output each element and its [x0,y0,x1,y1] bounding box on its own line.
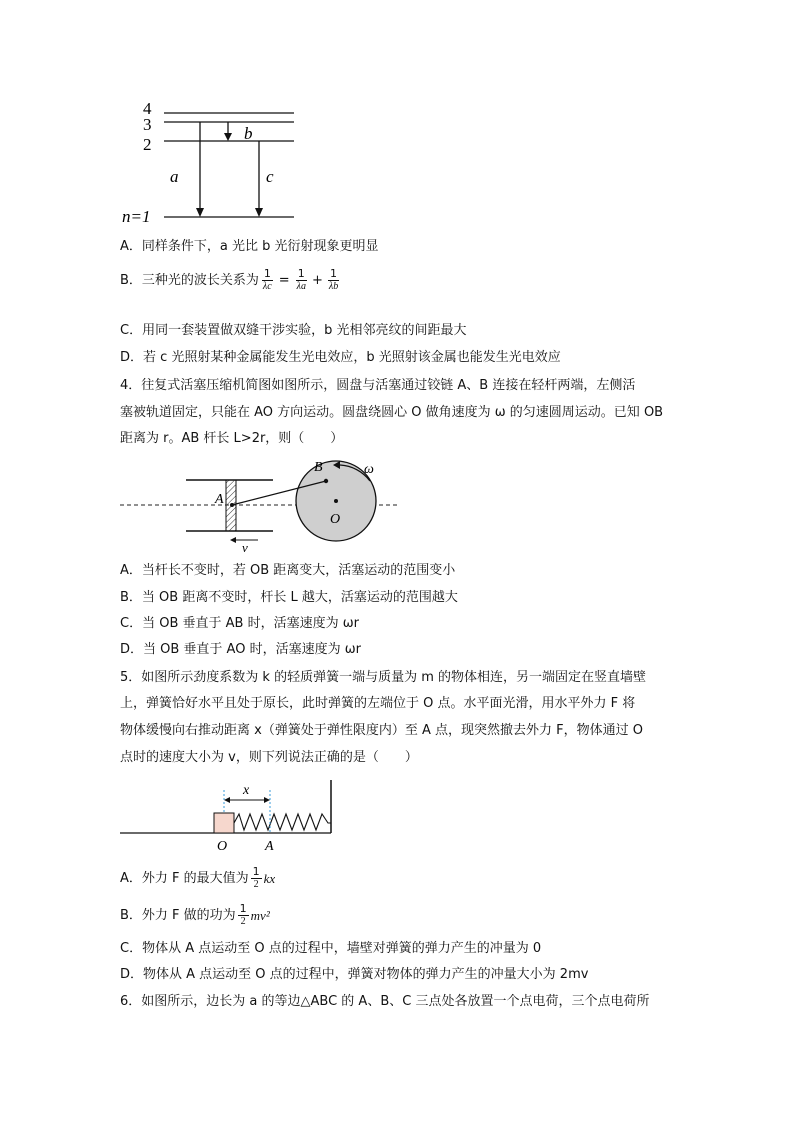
arrow-c-label: c [266,167,274,186]
point-label-o: O [217,839,228,854]
q5-option-a-prefix: A．外力 F 的最大值为 [120,870,249,886]
equals-sign: = [278,272,290,288]
q5-stem-line-3: 物体缓慢向右推动距离 x（弹簧处于弹性限度内）至 A 点，现突然撤去外力 F，物体通过 O [120,723,643,738]
q4-stem-line-1: 4．往复式活塞压缩机简图如图所示，圆盘与活塞通过铰链 A、B 连接在轻杆两端，左侧活 [120,378,636,393]
q4-option-d: D．当 OB 垂直于 AO 时，活塞速度为 ωr [120,642,361,657]
q3-option-c: C．用同一套装置做双缝干涉实验，b 光相邻亮纹的间距最大 [120,323,467,338]
fraction-1-over-lambda-b: $\frac{1}{\lambda b}$ [328,267,339,292]
q5-stem-line-4: 点时的速度大小为 v，则下列说法正确的是（ ） [120,750,418,765]
q6-stem-line-1: 6．如图所示，边长为 a 的等边△ABC 的 A、B、C 三点处各放置一个点电荷，三个点电荷所 [120,994,650,1009]
omega-label: ω [364,462,374,477]
q5-option-b-suffix: mv² [250,907,270,923]
q4-option-b: B．当 OB 距离不变时，杆长 L 越大，活塞运动的范围越大 [120,590,458,605]
center-label-o: O [330,512,341,527]
q5-option-d: D．物体从 A 点运动至 O 点的过程中，弹簧对物体的弹力产生的冲量大小为 2mv [120,967,589,982]
q5-stem-line-1: 5．如图所示劲度系数为 k 的轻质弹簧一端与质量为 m 的物体相连，另一端固定在竖直墙壁 [120,670,646,685]
plus-sign: + [311,272,323,288]
fraction-one-half: $\frac{1}{2}$ [252,865,260,890]
arrow-a-label: a [170,167,179,186]
disk-label-b: B [314,460,323,475]
q4-option-a: A．当杆长不变时，若 OB 距离变大，活塞运动的范围变小 [120,563,456,578]
q3-option-b-prefix: B．三种光的波长关系为 [120,272,259,288]
level-2-label: 2 [143,135,152,154]
energy-level-diagram [118,96,308,222]
q5-stem-line-2: 上，弹簧恰好水平且处于原长，此时弹簧的左端位于 O 点。水平面光滑，用水平外力 F 将 [120,696,636,711]
q5-option-a [120,866,275,891]
arrow-b-label: b [244,124,253,143]
distance-label-x: x [243,783,250,798]
piston-compressor-diagram [118,455,408,555]
q3-option-b [120,268,342,293]
q5-option-a-suffix: kx [263,870,276,886]
q5-option-c: C．物体从 A 点运动至 O 点的过程中，墙壁对弹簧的弹力产生的冲量为 0 [120,941,542,956]
level-3-label: 3 [143,115,152,134]
fraction-one-half: $\frac{1}{2}$ [239,902,247,927]
q4-stem-line-3: 距离为 r。AB 杆长 L>2r，则（ ） [120,431,344,446]
level-1-label: n=1 [122,207,151,222]
q3-option-a: A．同样条件下，a 光比 b 光衍射现象更明显 [120,239,379,254]
fraction-1-over-lambda-a: $\frac{1}{\lambda a}$ [296,267,306,292]
velocity-label-v: v [242,540,248,555]
q4-stem-line-2: 塞被轨道固定，只能在 AO 方向运动。圆盘绕圆心 O 做角速度为 ω 的匀速圆周运动。已知 OB [120,405,664,420]
q5-option-b-prefix: B．外力 F 做的功为 [120,907,236,923]
q3-option-d: D．若 c 光照射某种金属能发生光电效应，b 光照射该金属也能发生光电效应 [120,350,561,365]
spring-block-diagram [118,776,338,856]
q5-option-b [120,903,270,928]
point-label-a: A [265,839,274,854]
level-4-label: 4 [143,99,152,118]
q4-option-c: C．当 OB 垂直于 AB 时，活塞速度为 ωr [120,616,359,631]
piston-label-a: A [215,492,224,507]
fraction-1-over-lambda-c: $\frac{1}{\lambda c}$ [262,267,272,292]
